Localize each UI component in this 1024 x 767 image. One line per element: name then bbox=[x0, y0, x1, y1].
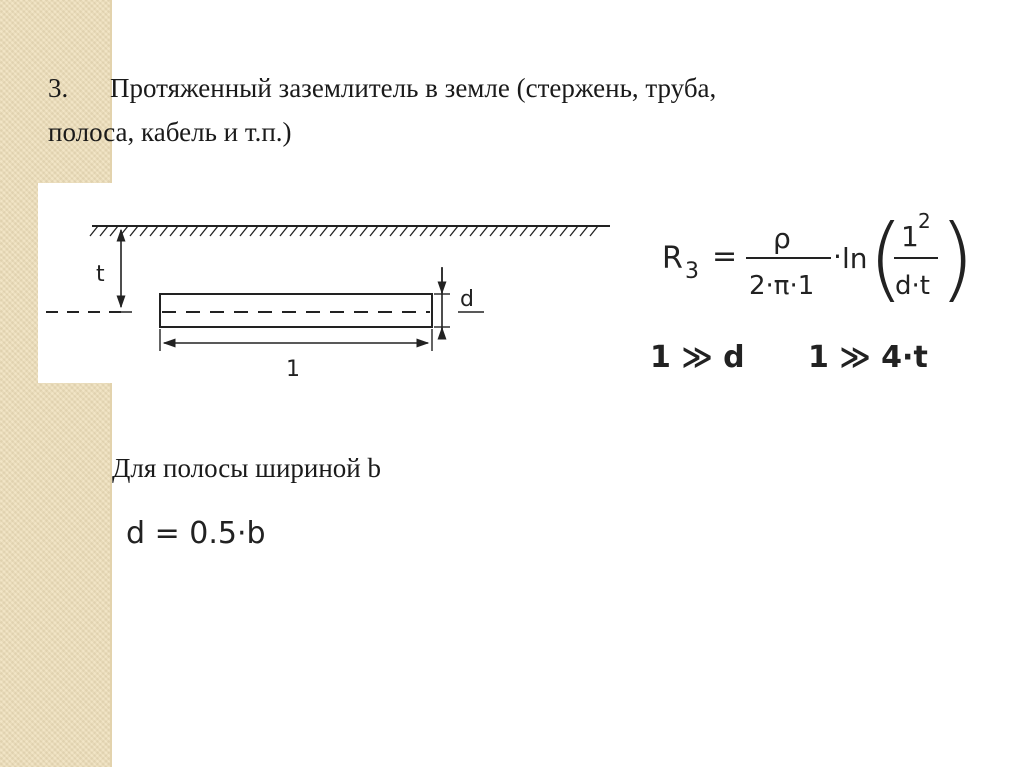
formula-dot: · bbox=[833, 240, 842, 273]
length-label: 1 bbox=[286, 357, 300, 382]
ground-surface bbox=[90, 226, 610, 236]
section-heading bbox=[48, 66, 908, 154]
formula-ln: ln bbox=[842, 242, 868, 275]
condition-l-much-greater-4t: 1 ≫ 4·t bbox=[808, 340, 928, 375]
formula-lhs: R bbox=[662, 241, 683, 276]
strip-equivalent-diameter-formula bbox=[126, 511, 326, 555]
heading-line-2: полоса, кабель и т.п.) bbox=[48, 117, 292, 147]
formula-inner-denominator: d·t bbox=[895, 271, 930, 301]
formula-lhs-subscript: 3 bbox=[685, 259, 699, 284]
grounding-electrode-diagram bbox=[38, 183, 618, 383]
resistance-formula bbox=[650, 190, 975, 320]
heading-text-1: Протяженный заземлитель в земле (стержень, труба, bbox=[110, 73, 717, 103]
condition-l-much-greater-d: 1 ≫ d bbox=[650, 340, 745, 375]
formula-denominator: 2·π·1 bbox=[749, 271, 815, 301]
formula-paren-right: ) bbox=[939, 205, 975, 312]
depth-label: t bbox=[96, 262, 105, 287]
electrode-body bbox=[160, 294, 432, 327]
applicability-conditions bbox=[648, 335, 948, 379]
formula-paren-left: ( bbox=[868, 205, 904, 312]
strip-formula-text: d = 0.5·b bbox=[126, 516, 266, 551]
heading-line-1 bbox=[48, 66, 908, 110]
diameter-label: d bbox=[460, 287, 474, 312]
formula-inner-numerator: 1 bbox=[901, 220, 919, 253]
formula-inner-exponent: 2 bbox=[918, 209, 931, 233]
strip-width-caption: Для полосы шириной b bbox=[112, 453, 382, 483]
formula-numerator: ρ bbox=[773, 222, 791, 255]
heading-number: 3. bbox=[48, 73, 69, 103]
formula-equals: = bbox=[712, 239, 738, 274]
